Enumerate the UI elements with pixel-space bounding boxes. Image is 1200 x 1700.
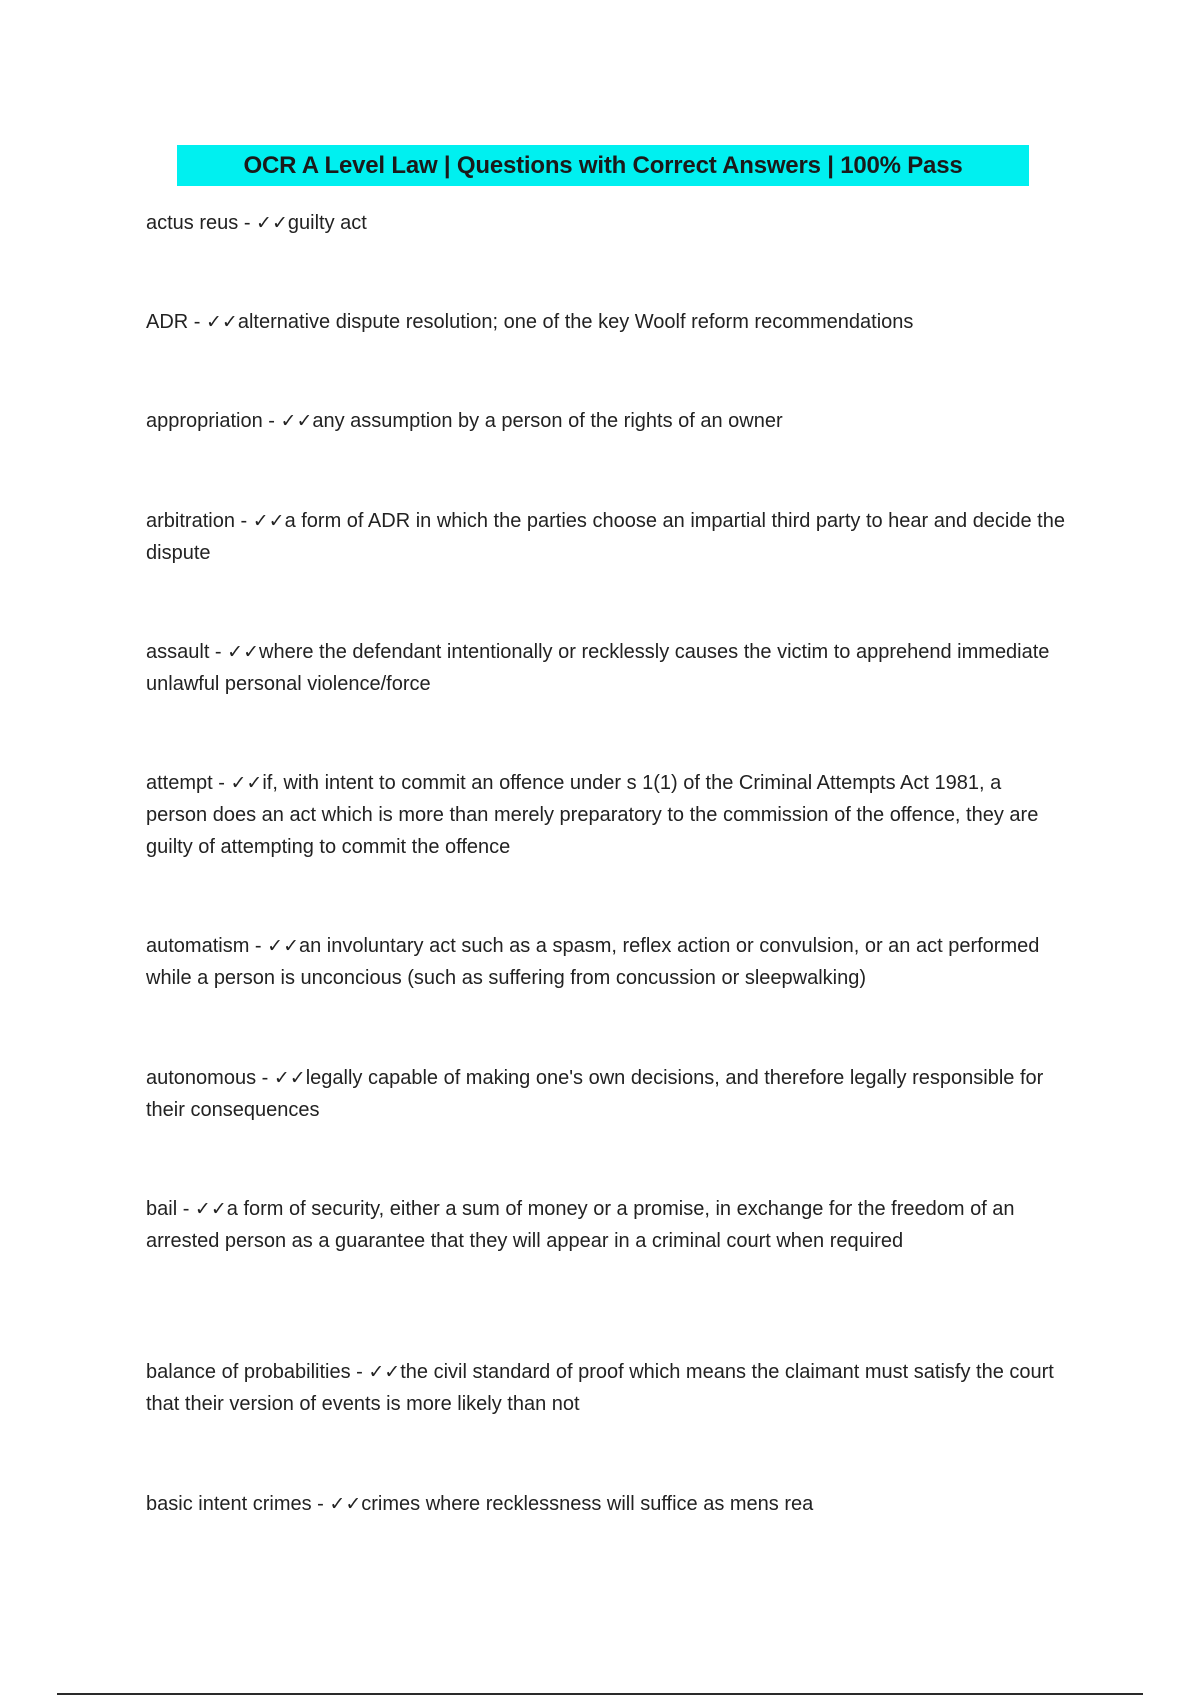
double-check-icon: ✓✓ xyxy=(329,1493,362,1515)
entry-term: ADR xyxy=(146,311,189,333)
double-check-icon: ✓✓ xyxy=(273,1067,306,1089)
double-check-icon: ✓✓ xyxy=(280,410,313,432)
entry-separator: - xyxy=(350,1361,369,1383)
double-check-icon: ✓✓ xyxy=(252,510,285,532)
glossary-entry xyxy=(146,1062,1066,1126)
entry-definition: any assumption by a person of the rights of an owner xyxy=(312,410,783,432)
entry-definition: where the defendant intentionally or recklessly causes the victim to apprehend immediate unlawful personal violence/force xyxy=(146,641,1050,695)
glossary-entry xyxy=(146,207,1066,239)
footer-divider xyxy=(57,1693,1143,1695)
entry-term: autonomous xyxy=(146,1067,257,1089)
entry-definition: the civil standard of proof which means the claimant must satisfy the court that their version of events is more likely than not xyxy=(146,1361,1054,1415)
entry-separator: - xyxy=(249,935,268,957)
entry-definition: an involuntary act such as a spasm, reflex action or convulsion, or an act performed while a person is unconcious (such as suffering from concussion or sleepwalking) xyxy=(146,935,1040,989)
glossary-entry xyxy=(146,1356,1066,1420)
entry-separator: - xyxy=(262,410,281,432)
glossary-entry xyxy=(146,636,1066,700)
entry-term: basic intent crimes xyxy=(146,1493,312,1515)
entry-term: balance of probabilities xyxy=(146,1361,351,1383)
entry-separator: - xyxy=(311,1493,330,1515)
double-check-icon: ✓✓ xyxy=(206,311,238,333)
double-check-icon: ✓✓ xyxy=(230,772,263,794)
entry-definition: a form of security, either a sum of money or a promise, in exchange for the freedom of an arrested person as a guarantee that they will appear in a criminal court when required xyxy=(146,1198,1015,1252)
entry-term: appropriation xyxy=(146,410,263,432)
entry-separator: - xyxy=(212,772,231,794)
glossary-entry xyxy=(146,767,1066,863)
entry-separator: - xyxy=(256,1067,274,1089)
double-check-icon: ✓✓ xyxy=(267,935,299,957)
double-check-icon: ✓✓ xyxy=(227,641,259,663)
glossary-entry xyxy=(146,306,1066,338)
entry-definition: a form of ADR in which the parties choose an impartial third party to hear and decide the dispute xyxy=(146,510,1065,564)
entry-definition: legally capable of making one's own decisions, and therefore legally responsible for their consequences xyxy=(146,1067,1044,1121)
entry-term: assault xyxy=(146,641,210,663)
entry-term: attempt xyxy=(146,772,213,794)
entry-definition: guilty act xyxy=(287,212,367,234)
entry-separator: - xyxy=(238,212,257,234)
double-check-icon: ✓✓ xyxy=(256,212,288,234)
entry-separator: - xyxy=(234,510,253,532)
entry-definition: crimes where recklessness will suffice as mens rea xyxy=(361,1493,814,1515)
double-check-icon: ✓✓ xyxy=(368,1361,401,1383)
page-title: OCR A Level Law | Questions with Correct Answers | 100% Pass xyxy=(243,151,963,179)
entry-separator: - xyxy=(209,641,228,663)
glossary-entry xyxy=(146,930,1066,994)
entry-term: automatism xyxy=(146,935,250,957)
entry-definition: if, with intent to commit an offence under s 1(1) of the Criminal Attempts Act 1981, a person does an act which is more than merely preparatory to the commission of the offence, they are guilty of attempting to commit the offence xyxy=(146,772,1039,858)
entry-definition: alternative dispute resolution; one of the key Woolf reform recommendations xyxy=(237,311,914,333)
entry-term: actus reus xyxy=(146,212,239,234)
glossary-entry xyxy=(146,1193,1066,1257)
double-check-icon: ✓✓ xyxy=(194,1198,227,1220)
entry-term: bail xyxy=(146,1198,178,1220)
entry-separator: - xyxy=(177,1198,195,1220)
entry-separator: - xyxy=(188,311,207,333)
title-highlight xyxy=(177,145,1029,186)
glossary-entry xyxy=(146,1488,1066,1520)
glossary-entry xyxy=(146,405,1066,437)
glossary-entry xyxy=(146,505,1066,569)
entry-term: arbitration xyxy=(146,510,235,532)
